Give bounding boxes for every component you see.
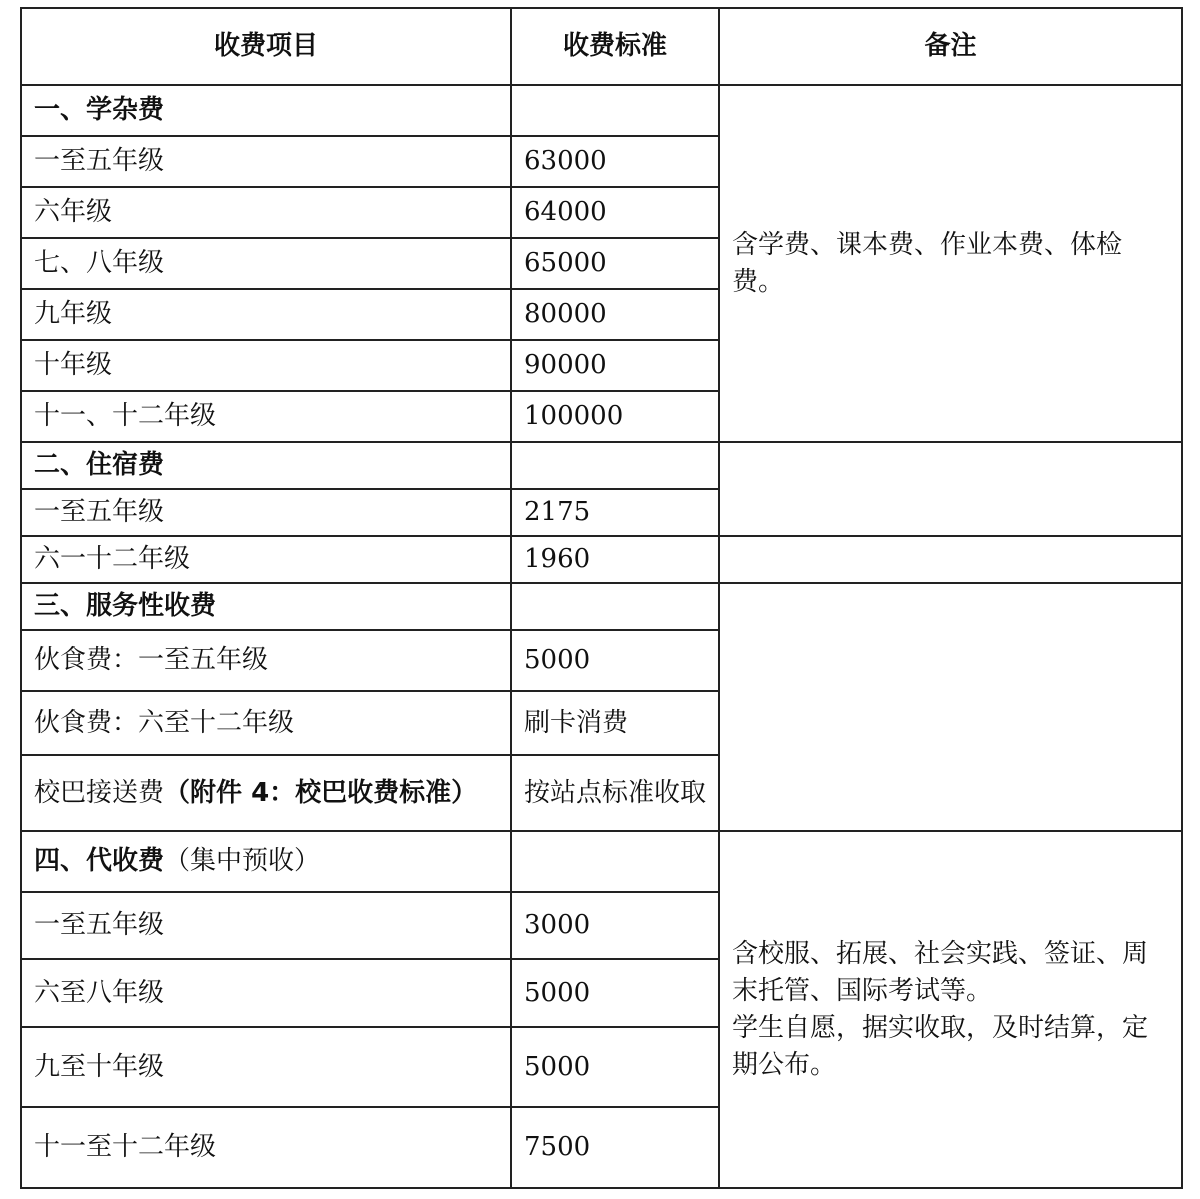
standard-cell: 5000 — [511, 630, 719, 691]
section-title-cell — [21, 831, 511, 892]
section-title: 四、代收费 — [34, 846, 165, 876]
item-cell: 九至十年级 — [21, 1027, 511, 1107]
item-cell: 九年级 — [21, 289, 511, 340]
section-row — [21, 583, 1182, 630]
standard-cell: 刷卡消费 — [511, 691, 719, 755]
remark-cell — [719, 442, 1182, 536]
standard-cell: 1960 — [511, 536, 719, 583]
section-title: 二、住宿费 — [21, 442, 511, 489]
item-cell: 七、八年级 — [21, 238, 511, 289]
item-cell: 六一十二年级 — [21, 536, 511, 583]
standard-cell: 7500 — [511, 1107, 719, 1188]
standard-cell — [511, 831, 719, 892]
item-cell: 十年级 — [21, 340, 511, 391]
standard-cell: 5000 — [511, 959, 719, 1027]
section-title: 三、服务性收费 — [21, 583, 511, 630]
header-remark: 备注 — [719, 8, 1182, 85]
remark-cell: 含学费、课本费、作业本费、体检费。 — [719, 85, 1182, 442]
standard-cell: 5000 — [511, 1027, 719, 1107]
remark-line: 含校服、拓展、社会实践、签证、周末托管、国际考试等。 — [732, 938, 1149, 1006]
table-row — [21, 536, 1182, 583]
remark-cell — [719, 536, 1182, 583]
header-item: 收费项目 — [21, 8, 511, 85]
standard-cell — [511, 442, 719, 489]
section-title: 一、学杂费 — [21, 85, 511, 136]
standard-cell — [511, 583, 719, 630]
remark-line: 学生自愿，据实收取，及时结算，定期公布。 — [732, 1012, 1149, 1080]
item-cell: 六至八年级 — [21, 959, 511, 1027]
item-annex-text: （附件 4：校巴收费标准） — [164, 777, 478, 808]
standard-cell: 2175 — [511, 489, 719, 536]
item-cell: 十一、十二年级 — [21, 391, 511, 442]
remark-cell — [719, 831, 1182, 1188]
standard-cell: 90000 — [511, 340, 719, 391]
header-row — [21, 8, 1182, 85]
item-cell: 伙食费：一至五年级 — [21, 630, 511, 691]
standard-cell: 64000 — [511, 187, 719, 238]
fee-table — [20, 7, 1183, 1189]
item-cell: 一至五年级 — [21, 136, 511, 187]
standard-cell — [511, 85, 719, 136]
item-cell: 六年级 — [21, 187, 511, 238]
standard-cell: 3000 — [511, 892, 719, 959]
item-cell: 伙食费：六至十二年级 — [21, 691, 511, 755]
remark-cell — [719, 583, 1182, 831]
standard-cell: 100000 — [511, 391, 719, 442]
item-cell — [21, 755, 511, 831]
item-cell: 十一至十二年级 — [21, 1107, 511, 1188]
item-cell: 一至五年级 — [21, 892, 511, 959]
section-row — [21, 85, 1182, 136]
section-row — [21, 831, 1182, 892]
section-title-suffix: （集中预收） — [164, 846, 321, 876]
standard-cell: 按站点标准收取 — [511, 755, 719, 831]
standard-cell: 65000 — [511, 238, 719, 289]
section-row — [21, 442, 1182, 489]
standard-cell: 63000 — [511, 136, 719, 187]
item-text: 校巴接送费 — [34, 777, 165, 808]
standard-cell: 80000 — [511, 289, 719, 340]
header-standard: 收费标准 — [511, 8, 719, 85]
item-cell: 一至五年级 — [21, 489, 511, 536]
